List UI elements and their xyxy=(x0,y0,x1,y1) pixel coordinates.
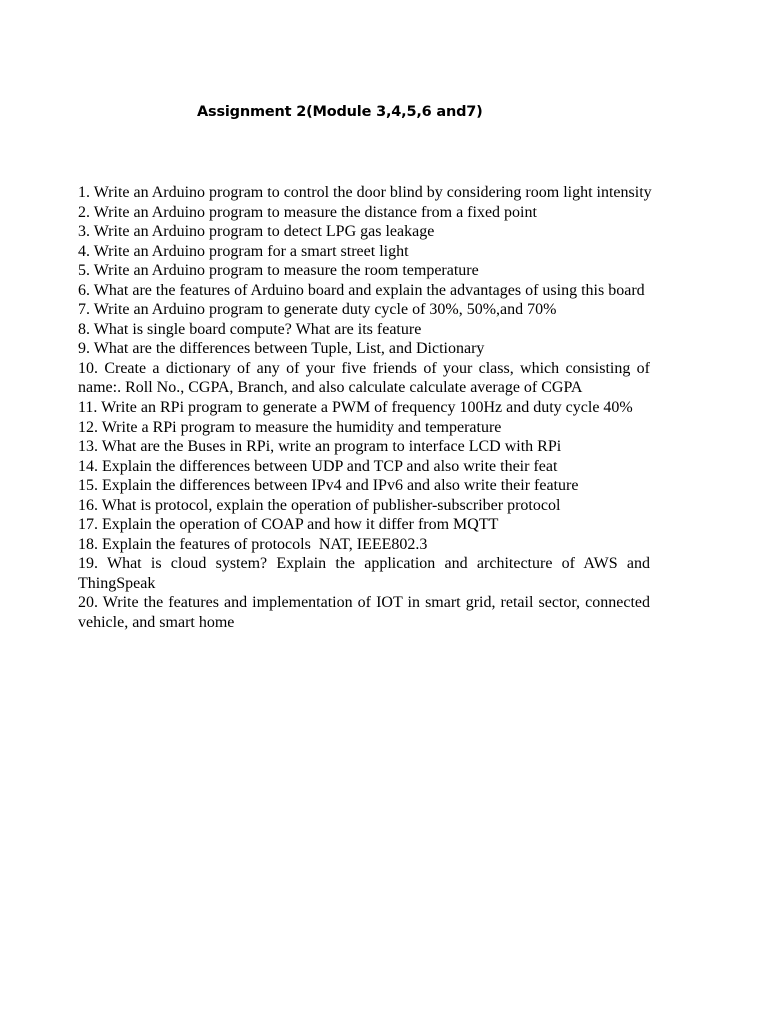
question-text: What are the differences between Tuple, List, and Dictionary xyxy=(93,340,485,358)
question-text: Write a RPi program to measure the humidity and temperature xyxy=(101,418,502,436)
question-text: Write an Arduino program to control the door blind by considering room light intensity xyxy=(93,184,652,201)
question-list xyxy=(78,183,708,633)
question-item xyxy=(78,261,708,281)
question-text: What are the features of Arduino board and explain the advantages of using this board xyxy=(93,281,645,299)
question-item xyxy=(78,281,708,301)
question-number: 13. xyxy=(78,438,98,456)
question-number: 20. xyxy=(78,594,98,612)
question-text: What is cloud system? Explain the application and architecture of AWS and ThingSpeak xyxy=(78,555,650,592)
question-number: 3. xyxy=(78,223,90,241)
question-item xyxy=(78,398,650,418)
question-number: 15. xyxy=(78,477,98,495)
question-item xyxy=(78,535,708,555)
question-number: 17. xyxy=(78,516,98,534)
question-number: 10. xyxy=(78,359,98,377)
question-number: 19. xyxy=(78,555,98,573)
question-text: Explain the differences between IPv4 and IPv6 and also write their feature xyxy=(102,477,579,495)
question-text: Write an Arduino program for a smart street light xyxy=(93,242,409,260)
question-text: Write the features and implementation of IOT in smart grid, retail sector, connected vehicle, and smart home xyxy=(78,594,650,632)
question-item xyxy=(78,515,708,535)
question-number: 12. xyxy=(78,418,98,436)
question-item xyxy=(78,300,708,320)
question-item xyxy=(78,183,708,203)
question-text: Write an Arduino program to generate duty cycle of 30%, 50%,and 70% xyxy=(93,301,557,319)
question-text: Write an Arduino program to detect LPG gas leakage xyxy=(93,223,435,241)
question-text: What are the Buses in RPi, write an program to interface LCD with RPi xyxy=(101,438,562,456)
question-item xyxy=(78,476,708,496)
question-item xyxy=(78,339,708,359)
question-number: 11. xyxy=(78,399,98,417)
question-number: 18. xyxy=(78,535,98,553)
question-text: Write an Arduino program to measure the room temperature xyxy=(93,262,479,280)
document-title: Assignment 2(Module 3,4,5,6 and7) xyxy=(197,104,483,120)
question-item xyxy=(78,437,708,457)
question-item xyxy=(78,359,650,398)
question-number: 14. xyxy=(78,457,98,475)
question-item xyxy=(78,593,650,632)
question-text: Write an RPi program to generate a PWM of frequency 100Hz and duty cycle 40% xyxy=(101,399,633,417)
question-item xyxy=(78,496,708,516)
question-number: 16. xyxy=(78,496,98,514)
question-item xyxy=(78,222,708,242)
question-text: What is protocol, explain the operation of publisher-subscriber protocol xyxy=(101,496,561,514)
question-number: 8. xyxy=(78,320,90,338)
question-item xyxy=(78,457,708,477)
question-number: 5. xyxy=(78,262,90,280)
question-text: Explain the features of protocols NAT, IEEE802.3 xyxy=(102,535,428,553)
question-number: 1. xyxy=(78,184,90,201)
question-text: What is single board compute? What are its feature xyxy=(93,320,422,338)
question-number: 9. xyxy=(78,340,90,358)
question-item xyxy=(78,203,708,223)
question-text: Explain the operation of COAP and how it differ from MQTT xyxy=(102,516,499,534)
question-number: 2. xyxy=(78,203,90,221)
question-number: 7. xyxy=(78,301,90,319)
question-item xyxy=(78,554,650,593)
question-text: Explain the differences between UDP and TCP and also write their feat xyxy=(102,457,558,475)
question-number: 4. xyxy=(78,242,90,260)
question-item xyxy=(78,418,708,438)
question-text: Write an Arduino program to measure the distance from a fixed point xyxy=(93,203,537,221)
question-number: 6. xyxy=(78,281,90,299)
question-text: Create a dictionary of any of your five friends of your class, which consisting of name:. Roll No., CGPA, Branch, and also calculate calculate average of CGPA xyxy=(78,359,651,397)
question-item xyxy=(78,242,708,262)
question-item xyxy=(78,320,708,340)
